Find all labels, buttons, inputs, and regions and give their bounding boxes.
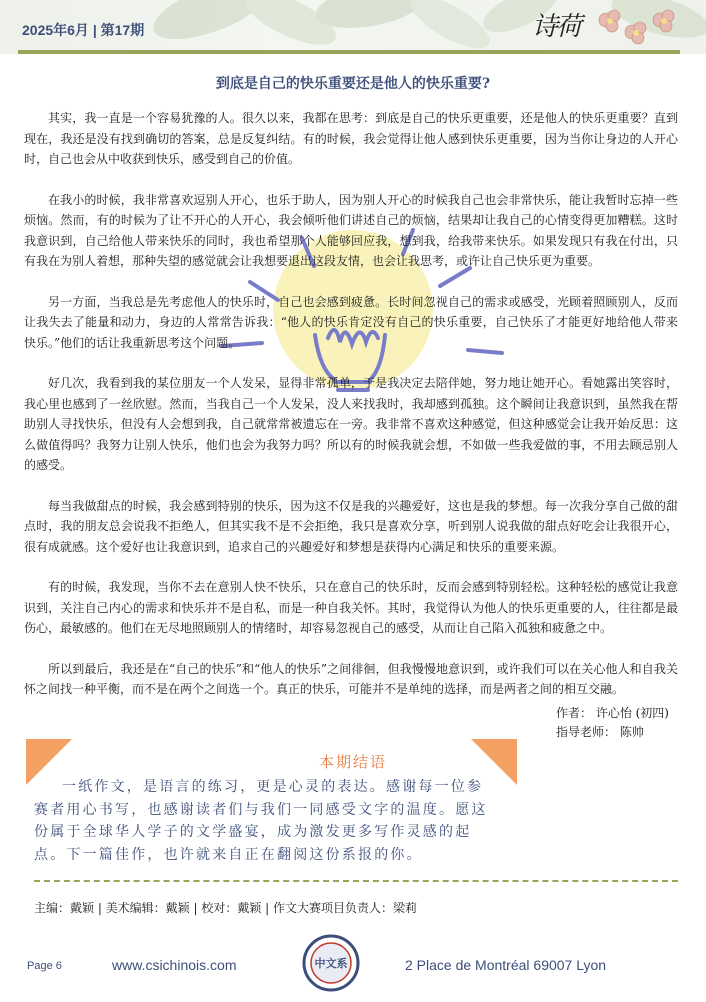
paragraph: 其实，我一直是一个容易犹豫的人。很久以来，我都在思考：到底是自己的快乐更重要，还是他人的快乐更重要？直到现在，我还是没有找到确切的答案，总是反复纠结。有的时候，我会觉得让他人感到快乐更重要，因为当你让身边的人开心时，自己也会从中收获到快乐，感受到自己的价值。 [24, 111, 678, 166]
teacher-line: 指导老师： 陈帅 [556, 725, 644, 739]
issue-date: 2025年6月 | 第17期 [22, 22, 145, 38]
school-emblem-icon [302, 934, 360, 992]
closing-title: 本期结语 [318, 753, 387, 771]
paragraph: 所以到最后，我还是在“自己的快乐”和“他人的快乐”之间徘徊，但我慢慢地意识到，或许我们可以在关心他人和自我关怀之间找一种平衡，而不是在两个之间选一个。真正的快乐，可能并不是单纯的选择，而是两者之间的相互交融。 [24, 661, 678, 696]
emblem-text: 中文系 [314, 957, 348, 970]
article-title: 到底是自己的快乐重要还是他人的快乐重要? [215, 76, 491, 92]
author-line: 作者： 许心怡 (初四) [556, 706, 669, 720]
website-link[interactable]: www.csichinois.com [112, 957, 237, 973]
paragraph: 好几次，我看到我的某位朋友一个人发呆，显得非常孤单，于是我决定去陪伴她，努力地让她开心。看她露出笑容时，我心里也感到了一丝欣慰。然而，当我自己一个人发呆，没人来找我时，我却感到孤独。这个瞬间让我意识到，虽然我在帮助别人寻找快乐，但没有人会想到我，自己就常常被遗忘在一旁。我非常不喜欢这种感觉，但这种感觉会让我开始反思：这么做值得吗？我努力让别人快乐，他们也会为我努力吗？所以有的时候我就会想，不如做一些我爱做的事，不用去顾忌别人的感受。 [24, 376, 678, 472]
paragraph: 每当我做甜点的时候，我会感到特别的快乐，因为这不仅是我的兴趣爱好，这也是我的梦想。每一次我分享自己做的甜点时，我的朋友总会说我不拒绝人，但其实我不是不会拒绝，我只是喜欢分享，听到别人说我做的甜点好吃会让我很开心，很有成就感。这个爱好也让我意识到，追求自己的兴趣爱好和梦想是获得内心满足和快乐的重要来源。 [24, 498, 678, 554]
header-divider [18, 50, 680, 54]
flower-icon [592, 6, 682, 46]
paragraph: 在我小的时候，我非常喜欢逗别人开心，也乐于助人，因为别人开心的时候我自己也会非常快乐，能让我暂时忘掉一些烦恼。然而，有的时候为了让不开心的人开心，我会倾听他们讲述自己的烦恼，结果却让我自己的心情变得更加糟糕。这时我意识到，自己给他人带来快乐的同时，我也希望那个人能够回应我，想到我，给我带来快乐。如果发现只有我在付出，只有我在为别人着想，那种失望的感觉就会让我想要退出这段友情，也会让我思考，或许让自己快乐更为重要。 [24, 192, 678, 268]
article-signature [556, 704, 669, 742]
closing-text: 一纸作文，是语言的练习，更是心灵的表达。感谢每一位参赛者用心书写，也感谢读者们与我们一同感受文字的温度。愿这份属于全球华人学子的文学盛宴，成为激发更多写作灵感的起点。下一篇佳作，也许就来自正在翻阅这份系报的你。 [34, 779, 488, 863]
dashed-divider [34, 880, 678, 882]
article-body [24, 108, 678, 720]
page-header [0, 0, 706, 54]
paragraph: 另一方面，当我总是先考虑他人的快乐时，自己也会感到疲惫。长时间忽视自己的需求或感受，光顾着照顾别人，反而让我失去了能量和动力，身边的人常常告诉我：“他人的快乐肯定没有自己的快乐重要，自己快乐了才能更好地给他人带来快乐。”他们的话让我重新思考这个问题。 [24, 294, 678, 350]
paragraph: 有的时候，我发现，当你不去在意别人快不快乐，只在意自己的快乐时，反而会感到特别轻松。这种轻松的感觉让我意识到，关注自己内心的需求和快乐并不是自私，而是一种自我关怀。其时，我觉得认为他人的快乐更重要的人，往往都是最伤心，最敏感的。他们在无尽地照顾别人的情绪时，却容易忽视自己的感受，从而让自己陷入孤独和疲惫之中。 [24, 580, 678, 635]
credits-line: 主编：戴颖 | 美术编辑：戴颖 | 校对：戴颖 | 作文大赛项目负责人：梁莉 [34, 901, 418, 915]
page-number: Page 6 [27, 960, 62, 972]
address-text: 2 Place de Montréal 69007 Lyon [405, 957, 607, 973]
logo-calligraphy: 诗荷 [532, 12, 581, 42]
